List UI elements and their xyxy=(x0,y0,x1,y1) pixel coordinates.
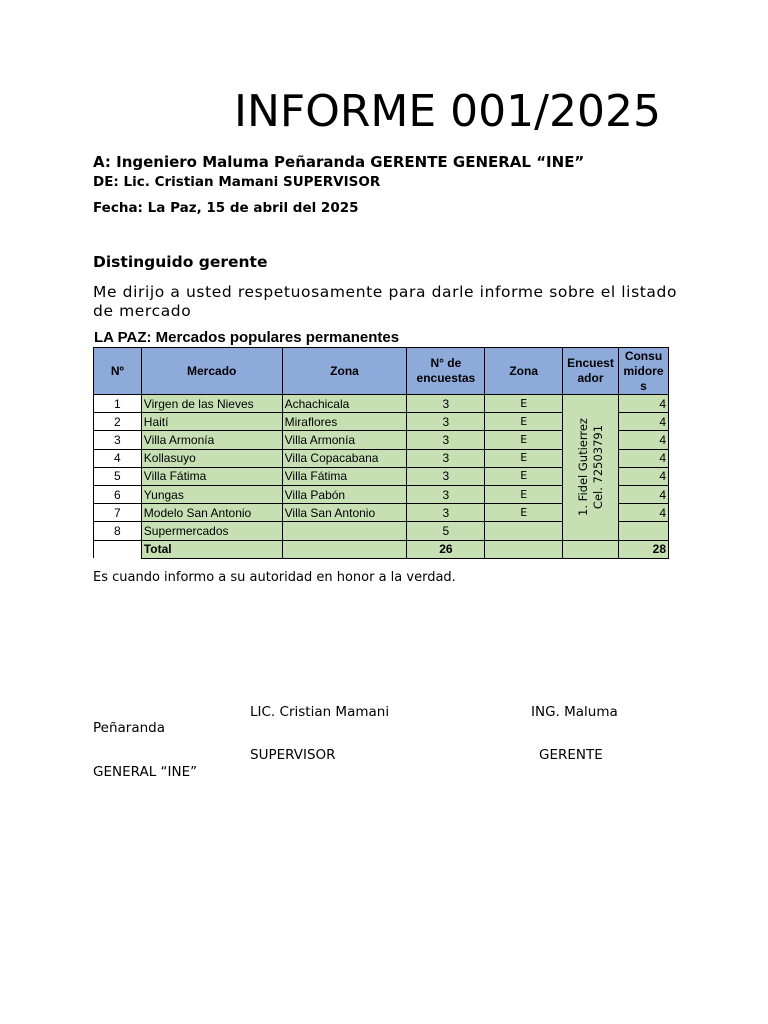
cell-n: 8 xyxy=(94,522,142,540)
cell-encuestas: 5 xyxy=(407,522,485,540)
cell-encuestas: 3 xyxy=(407,467,485,485)
report-title: INFORME 001/2025 xyxy=(234,86,661,137)
header-mercado: Mercado xyxy=(141,348,282,395)
cell-mercado: Villa Armonía xyxy=(141,431,282,449)
cell-consumidores: 4 xyxy=(618,395,668,413)
signature-left-name: LIC. Cristian Mamani xyxy=(250,704,390,720)
date-line: Fecha: La Paz, 15 de abril del 2025 xyxy=(93,200,359,216)
cell-mercado: Haití xyxy=(141,413,282,431)
cell-mercado: Modelo San Antonio xyxy=(141,504,282,522)
cell-zona2: E xyxy=(485,431,563,449)
signature-right-name: ING. Maluma xyxy=(531,704,618,720)
cell-mercado: Villa Fátima xyxy=(141,467,282,485)
cell-zona: Villa San Antonio xyxy=(282,504,407,522)
cell-encuestas: 3 xyxy=(407,485,485,503)
cell-zona: Villa Copacabana xyxy=(282,449,407,467)
cell-consumidores: 4 xyxy=(618,449,668,467)
cell-zona2 xyxy=(485,522,563,540)
cell-n: 4 xyxy=(94,449,142,467)
cell-n: 6 xyxy=(94,485,142,503)
cell-consumidores: 4 xyxy=(618,413,668,431)
cell-mercado: Yungas xyxy=(141,485,282,503)
table-title: LA PAZ: Mercados populares permanentes xyxy=(94,329,400,346)
cell-zona: Villa Pabón xyxy=(282,485,407,503)
table-row xyxy=(94,395,669,413)
closing-sentence: Es cuando informo a su autoridad en honor a la verdad. xyxy=(93,570,456,585)
encuestador-cell xyxy=(563,395,619,541)
total-label: Total xyxy=(141,540,282,558)
cell-consumidores: 4 xyxy=(618,485,668,503)
signature-right-role-wrap: GENERAL “INE” xyxy=(93,764,198,780)
cell-zona2: E xyxy=(485,449,563,467)
cell-zona2: E xyxy=(485,413,563,431)
cell-consumidores: 4 xyxy=(618,467,668,485)
cell-n: 7 xyxy=(94,504,142,522)
header-zona2: Zona xyxy=(485,348,563,395)
sender-line: DE: Lic. Cristian Mamani SUPERVISOR xyxy=(93,174,381,190)
cell-encuestas: 3 xyxy=(407,395,485,413)
total-zona-blank xyxy=(282,540,407,558)
signature-right-role: GERENTE xyxy=(539,747,603,763)
encuestador-name: 1. Fidel Gutierrez xyxy=(575,418,590,517)
total-encuestador-blank xyxy=(563,540,619,558)
header-zona: Zona xyxy=(282,348,407,395)
cell-consumidores: 4 xyxy=(618,431,668,449)
cell-zona2: E xyxy=(485,485,563,503)
cell-encuestas: 3 xyxy=(407,413,485,431)
cell-n: 1 xyxy=(94,395,142,413)
cell-consumidores xyxy=(618,522,668,540)
header-encuestador: Encuest ador xyxy=(563,348,619,395)
cell-zona: Villa Fátima xyxy=(282,467,407,485)
total-zona2-blank xyxy=(485,540,563,558)
cell-encuestas: 3 xyxy=(407,504,485,522)
encuestador-phone: Cel. 72503791 xyxy=(590,425,605,510)
cell-zona2: E xyxy=(485,395,563,413)
markets-table-figure xyxy=(93,328,669,559)
cell-mercado: Kollasuyo xyxy=(141,449,282,467)
cell-zona2: E xyxy=(485,504,563,522)
header-consumidores: Consu midore s xyxy=(618,348,668,395)
table-header-row xyxy=(94,348,669,395)
markets-table xyxy=(93,347,669,559)
total-consumidores: 28 xyxy=(618,540,668,558)
cell-encuestas: 3 xyxy=(407,449,485,467)
greeting: Distinguido gerente xyxy=(93,253,268,271)
cell-mercado: Virgen de las Nieves xyxy=(141,395,282,413)
cell-n: 3 xyxy=(94,431,142,449)
total-row xyxy=(94,540,669,558)
recipient-line: A: Ingeniero Maluma Peñaranda GERENTE GENERAL “INE” xyxy=(93,153,585,171)
cell-consumidores: 4 xyxy=(618,504,668,522)
header-encuestas: N° de encuestas xyxy=(407,348,485,395)
signature-right-name-wrap: Peñaranda xyxy=(93,720,166,736)
cell-zona xyxy=(282,522,407,540)
cell-zona: Achachicala xyxy=(282,395,407,413)
header-n: Nº xyxy=(94,348,142,395)
cell-encuestas: 3 xyxy=(407,431,485,449)
total-encuestas: 26 xyxy=(407,540,485,558)
cell-n: 2 xyxy=(94,413,142,431)
cell-n: 5 xyxy=(94,467,142,485)
total-n-blank xyxy=(94,540,142,558)
intro-paragraph: Me dirijo a usted respetuosamente para darle informe sobre el listado de mercado xyxy=(93,283,678,320)
signature-left-role: SUPERVISOR xyxy=(250,747,336,763)
encuestador-text xyxy=(576,418,606,516)
cell-zona2: E xyxy=(485,467,563,485)
cell-zona: Villa Armonía xyxy=(282,431,407,449)
cell-zona: Miraflores xyxy=(282,413,407,431)
cell-mercado: Supermercados xyxy=(141,522,282,540)
